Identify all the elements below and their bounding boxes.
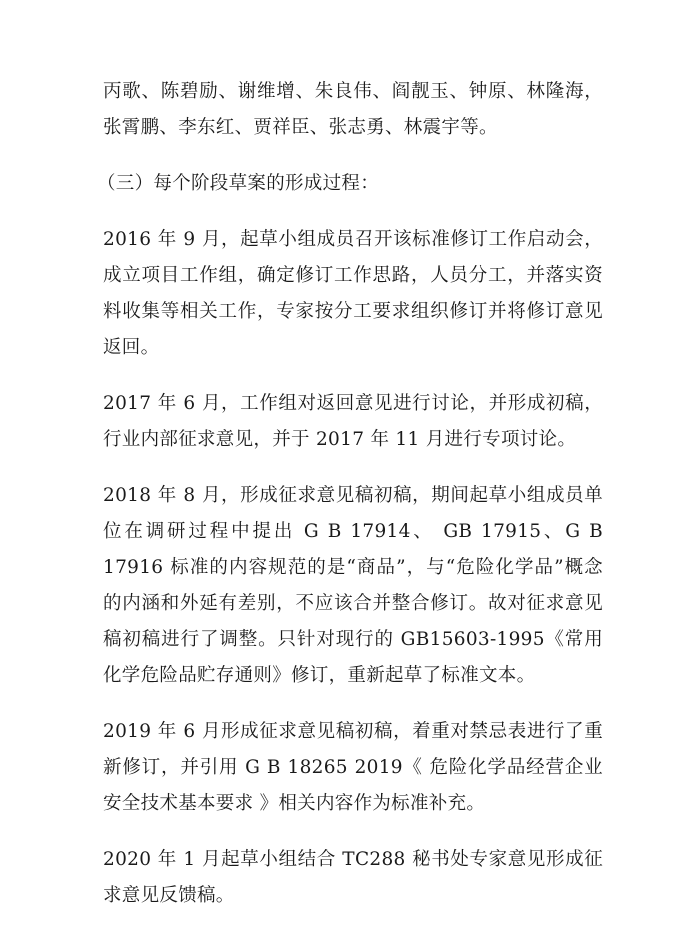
paragraph-2020: 2020 年 1 月起草小组结合 TC288 秘书处专家意见形成征求意见反馈稿。 xyxy=(103,849,603,906)
section-heading-draft-process: （三）每个阶段草案的形成过程： xyxy=(97,173,380,194)
paragraph-drafters-list: 丙歌、陈碧励、谢维增、朱良伟、阎靓玉、钟原、林隆海，张霄鹏、李东红、贾祥臣、张志勇、林震宇等。 xyxy=(103,81,603,138)
document-body xyxy=(97,74,603,934)
paragraph-2017: 2017 年 6 月，工作组对返回意见进行讨论，并形成初稿，行业内部征求意见，并于 2017 年 11 月进行专项讨论。 xyxy=(103,393,603,450)
paragraph-2016: 2016 年 9 月，起草小组成员召开该标准修订工作启动会，成立项目工作组，确定修订工作思路，人员分工，并落实资料收集等相关工作，专家按分工要求组织修订并将修订意见返回。 xyxy=(103,229,603,358)
paragraph-2018: 2018 年 8 月，形成征求意见稿初稿，期间起草小组成员单位在调研过程中提出 G B 17914、 GB 17915、G B 17916 标准的内容规范的是“商品”，与“危险化学品”概念的内涵和外延有差别，不应该合并整合修订。故对征求意见稿初稿进行了调整。只针对现行的 GB15603-1995《常用化学危险品贮存通则》修订，重新起草了标准文本。 xyxy=(103,485,603,686)
paragraph-2019: 2019 年 6 月形成征求意见稿初稿，着重对禁忌表进行了重新修订，并引用 G B 18265 2019《 危险化学品经营企业安全技术基本要求 》相关内容作为标准补充。 xyxy=(103,721,603,814)
